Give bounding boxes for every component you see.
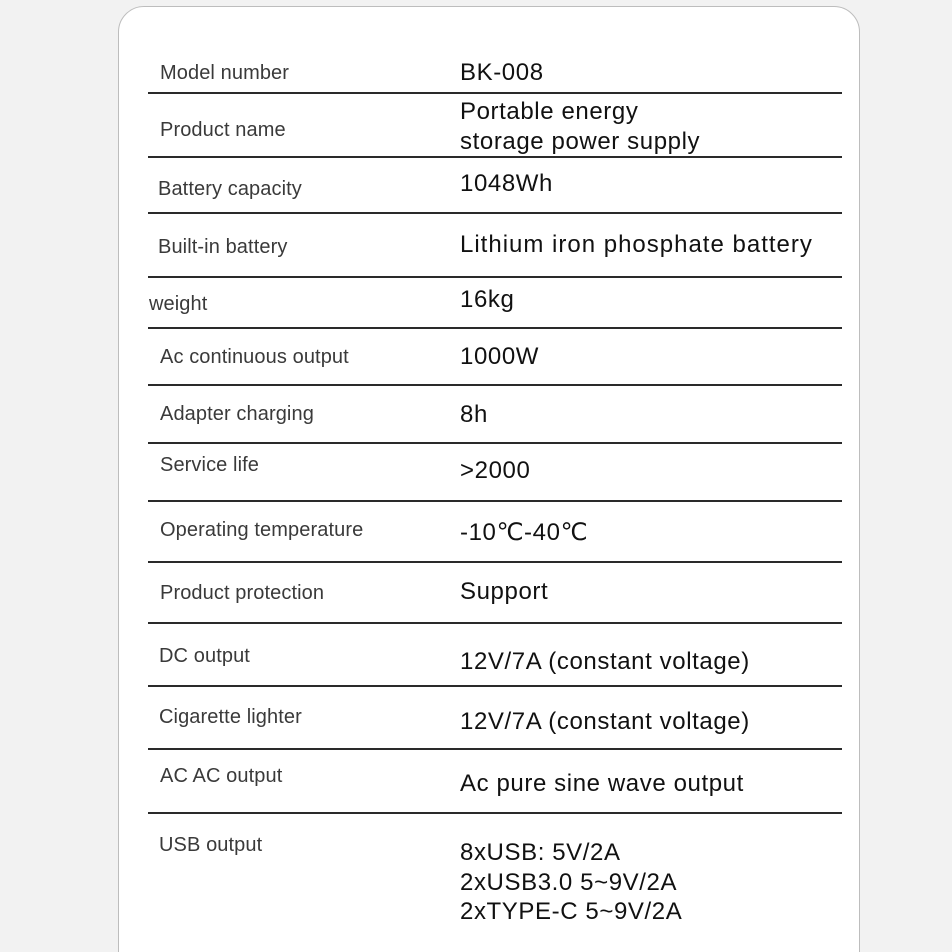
- spec-label: Cigarette lighter: [159, 706, 302, 728]
- row-divider: [148, 156, 842, 158]
- spec-label: Product protection: [160, 582, 325, 604]
- spec-value: Ac pure sine wave output: [460, 770, 744, 797]
- spec-value: 1048Wh: [460, 170, 553, 197]
- row-divider: [148, 327, 842, 329]
- spec-label: Built-in battery: [158, 236, 288, 258]
- spec-value: 1000W: [460, 343, 540, 370]
- spec-label: USB output: [159, 834, 263, 856]
- spec-label: Product name: [160, 119, 286, 141]
- spec-value: 2xUSB3.0 5~9V/2A: [460, 869, 678, 896]
- spec-label: Operating temperature: [160, 519, 364, 541]
- spec-value: -10℃-40℃: [460, 519, 589, 546]
- spec-label: DC output: [159, 645, 250, 667]
- spec-value: Portable energy: [460, 98, 639, 125]
- spec-value: Lithium iron phosphate battery: [460, 231, 813, 258]
- row-divider: [148, 748, 842, 750]
- spec-value: 8xUSB: 5V/2A: [460, 839, 621, 866]
- spec-label: Ac continuous output: [160, 346, 349, 368]
- row-divider: [148, 442, 842, 444]
- spec-value: 16kg: [460, 286, 515, 313]
- spec-value: 8h: [460, 401, 488, 428]
- row-divider: [148, 276, 842, 278]
- spec-label: AC AC output: [160, 765, 283, 787]
- row-divider: [148, 500, 842, 502]
- spec-label: Battery capacity: [158, 178, 302, 200]
- row-divider: [148, 92, 842, 94]
- row-divider: [148, 561, 842, 563]
- spec-value: 12V/7A (constant voltage): [460, 708, 750, 735]
- spec-value: BK-008: [460, 59, 544, 86]
- row-divider: [148, 384, 842, 386]
- spec-value: Support: [460, 578, 549, 605]
- spec-label: Adapter charging: [160, 403, 314, 425]
- row-divider: [148, 812, 842, 814]
- spec-value: 2xTYPE-C 5~9V/2A: [460, 898, 683, 925]
- spec-value: 12V/7A (constant voltage): [460, 648, 750, 675]
- row-divider: [148, 212, 842, 214]
- row-divider: [148, 685, 842, 687]
- row-divider: [148, 622, 842, 624]
- spec-label: Model number: [160, 62, 290, 84]
- spec-label: Service life: [160, 454, 260, 476]
- spec-value: storage power supply: [460, 128, 701, 155]
- spec-value: >2000: [460, 457, 531, 484]
- spec-label: weight: [149, 293, 208, 315]
